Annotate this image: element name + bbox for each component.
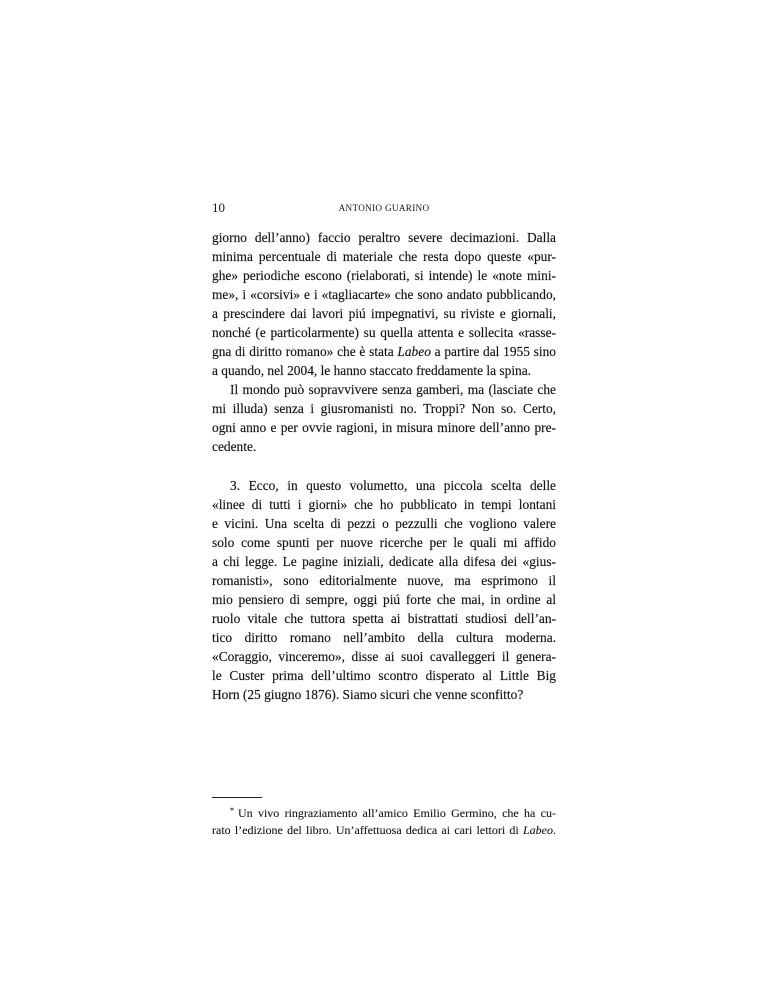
text-line: mi illuda) senza i giusromanisti no. Troppi? Non so. Certo, <box>212 401 556 416</box>
text-line: ghe» periodiche escono (rielaborati, si intende) le «note mini- <box>212 268 556 283</box>
paragraph-2 <box>212 380 556 456</box>
text-line: tico diritto romano nell’ambito della cultura moderna. <box>212 630 556 645</box>
text-line <box>212 342 556 361</box>
text-line: mio pensiero di sempre, oggi piú forte che mai, in ordine al <box>212 592 556 607</box>
text-line: solo come spunti per nuove ricerche per le quali mi affido <box>212 535 556 550</box>
text-line: Il mondo può sopravvivere senza gamberi, ma (lasciate che <box>230 382 556 397</box>
text-line: le Custer prima dell’ultimo scontro disperato al Little Big <box>212 668 556 683</box>
text-segment: gna di diritto romano» che è stata <box>212 344 398 359</box>
text-line: e vicini. Una scelta di pezzi o pezzulli che vogliono valere <box>212 516 556 531</box>
text-line: minima percentuale di materiale che resta dopo queste «pur- <box>212 249 556 264</box>
footnote-line <box>212 822 556 839</box>
text-segment: rato l’edizione del libro. Un’affettuosa dedica ai cari lettori di <box>212 823 523 837</box>
footnote-line <box>212 805 556 822</box>
text-segment: . <box>553 823 556 837</box>
text-line: nonché (e particolarmente) su quella attenta e sollecita «rasse- <box>212 325 556 340</box>
footnote <box>212 805 556 839</box>
text-line: ruolo vitale che tuttora spetta ai bistrattati studiosi dell’an- <box>212 611 556 626</box>
journal-title: Labeo <box>523 823 553 837</box>
text-line: me», i «corsivi» e i «tagliacarte» che sono andato pubblicando, <box>212 287 556 302</box>
text-line: ogni anno e per ovvie ragioni, in misura minore dell’anno pre- <box>212 420 556 435</box>
footnote-marker: * <box>230 806 234 815</box>
text-line: a quando, nel 2004, le hanno staccato freddamente la spina. <box>212 363 532 378</box>
journal-title: Labeo <box>397 344 431 359</box>
running-header <box>212 200 556 216</box>
footnote-rule <box>212 797 262 798</box>
text-line: giorno dell’anno) faccio peraltro severe decimazioni. Dalla <box>212 230 556 245</box>
text-segment: a partire dal 1955 sino <box>430 344 556 359</box>
text-line: «Coraggio, vinceremo», disse ai suoi cavalleggeri il genera- <box>212 649 556 664</box>
section-3-paragraph <box>212 476 556 704</box>
text-line: a chi legge. Le pagine iniziali, dedicate alla difesa dei «gius- <box>212 554 556 569</box>
text-line: cedente. <box>212 439 257 454</box>
text-line: a prescindere dai lavori piú impegnativi, su riviste e giornali, <box>212 306 556 321</box>
text-line: Horn (25 giugno 1876). Siamo sicuri che venne sconfitto? <box>212 687 524 702</box>
page-number: 10 <box>212 200 225 215</box>
text-line: «linee di tutti i giorni» che ho pubblicato in tempi lontani <box>212 497 556 512</box>
text-line: romanisti», sono editorialmente nuove, ma esprimono il <box>212 573 556 588</box>
running-head-author: ANTONIO GUARINO <box>338 203 430 213</box>
text-segment: Un vivo ringraziamento all’amico Emilio Germino, che ha cu- <box>238 806 556 820</box>
body-text <box>212 228 556 704</box>
paragraph-1 <box>212 228 556 380</box>
text-line: 3. Ecco, in questo volumetto, una piccola scelta delle <box>230 478 556 493</box>
